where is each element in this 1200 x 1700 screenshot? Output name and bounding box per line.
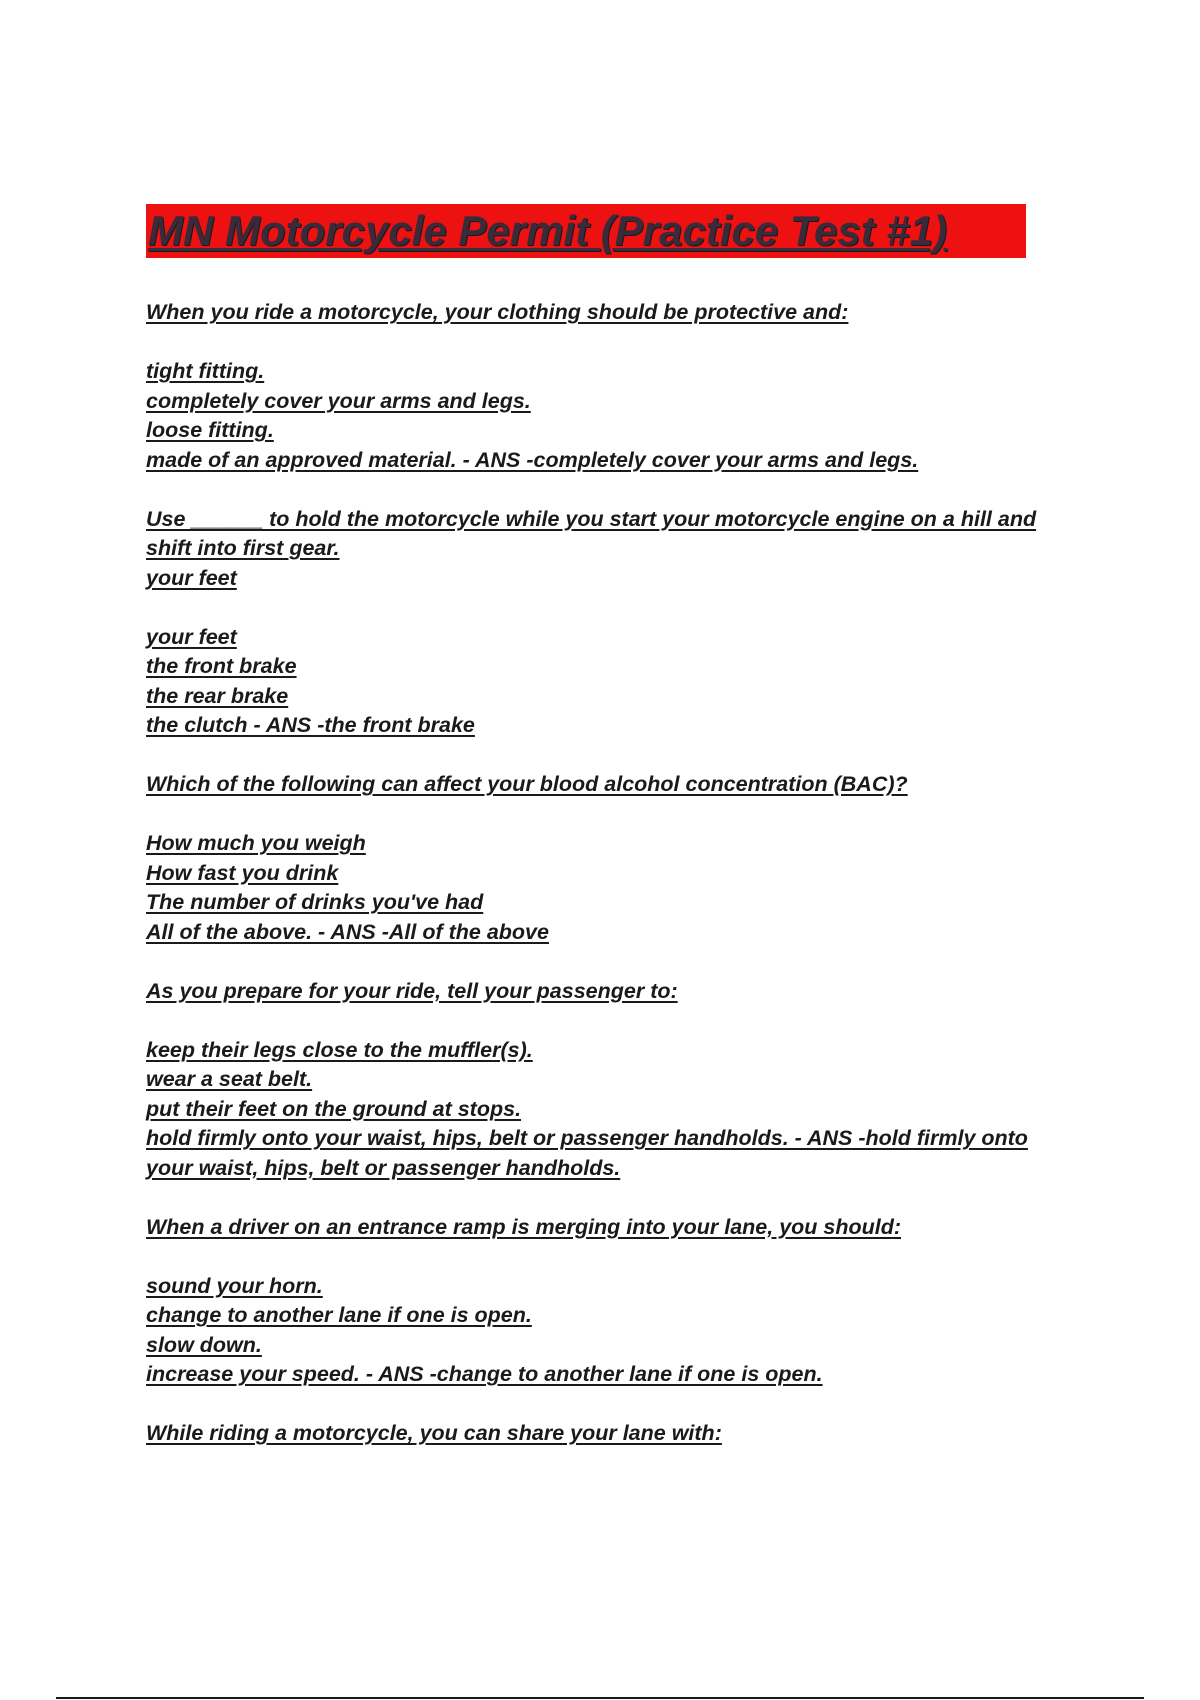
answer-option-text: hold firmly onto your waist, hips, belt or passenger handholds. - ANS -hold firmly onto (146, 1126, 1028, 1150)
answer-option-text: your waist, hips, belt or passenger handholds. (146, 1155, 621, 1180)
answer-option-text: How fast you drink (146, 860, 339, 885)
title-highlight (146, 204, 1026, 258)
answer-option-text: sound your horn. (146, 1273, 323, 1298)
spacer (146, 1183, 1076, 1213)
spacer (146, 593, 1076, 623)
spacer (146, 1390, 1076, 1420)
answer-option (146, 1331, 1076, 1361)
spacer (146, 328, 1076, 358)
spacer (146, 1242, 1076, 1272)
answer-option (146, 1124, 1076, 1154)
question-prompt-line: While riding a motorcycle, you can share your lane with: (146, 1421, 722, 1445)
question-prompt-line: Use ______ to hold the motorcycle while you start your motorcycle engine on a hill and (146, 506, 1037, 531)
page-bottom-rule (56, 1697, 1144, 1699)
answer-option-text: slow down. (146, 1332, 262, 1357)
answer-option (146, 446, 1076, 476)
answer-option-text: How much you weigh (146, 831, 366, 855)
question-prompt (146, 1419, 1076, 1449)
answer-option (146, 888, 1076, 918)
answer-option-text: loose fitting. (146, 418, 274, 442)
answer-option (146, 1036, 1076, 1066)
spacer (146, 475, 1076, 505)
answer-option (146, 387, 1076, 417)
question-prompt-line: Which of the following can affect your blood alcohol concentration (BAC)? (146, 772, 908, 796)
answer-option-text: completely cover your arms and legs. (146, 388, 531, 413)
answer-option-text: put their feet on the ground at stops. (146, 1096, 522, 1121)
answer-option (146, 1095, 1076, 1125)
answer-option-text: All of the above. - ANS -All of the above (146, 919, 549, 944)
question-prompt-line: your feet (146, 565, 237, 590)
document-title: MN Motorcycle Permit (Practice Test #1) (148, 207, 948, 254)
answer-option-text: your feet (146, 624, 237, 649)
answer-option (146, 829, 1076, 859)
question-prompt (146, 564, 1076, 594)
answer-option-text: keep their legs close to the muffler(s). (146, 1037, 533, 1062)
answer-option-text: change to another lane if one is open. (146, 1303, 532, 1327)
question-prompt (146, 534, 1076, 564)
answer-option (146, 1065, 1076, 1095)
answer-option (146, 623, 1076, 653)
answer-option (146, 357, 1076, 387)
answer-option-text: wear a seat belt. (146, 1067, 313, 1091)
answer-option (146, 1154, 1076, 1184)
answer-option (146, 1360, 1076, 1390)
answer-option-text: the rear brake (146, 683, 289, 708)
answer-option-text: tight fitting. (146, 359, 265, 383)
question-prompt (146, 505, 1076, 535)
question-prompt (146, 977, 1076, 1007)
question-prompt-line: As you prepare for your ride, tell your passenger to: (146, 978, 678, 1003)
question-prompt-line: When you ride a motorcycle, your clothing should be protective and: (146, 300, 849, 324)
spacer (146, 1006, 1076, 1036)
question-prompt (146, 298, 1076, 328)
answer-option (146, 859, 1076, 889)
answer-option (146, 1301, 1076, 1331)
spacer (146, 947, 1076, 977)
answer-option (146, 416, 1076, 446)
spacer (146, 741, 1076, 771)
answer-option (146, 1272, 1076, 1302)
question-list (146, 298, 1076, 1449)
question-prompt (146, 1213, 1076, 1243)
answer-option-text: The number of drinks you've had (146, 890, 484, 914)
question-prompt-line: When a driver on an entrance ramp is merging into your lane, you should: (146, 1214, 902, 1239)
question-prompt-line: shift into first gear. (146, 536, 340, 560)
answer-option-text: the clutch - ANS -the front brake (146, 713, 475, 737)
answer-option (146, 652, 1076, 682)
answer-option-text: increase your speed. - ANS -change to another lane if one is open. (146, 1362, 823, 1386)
question-prompt (146, 770, 1076, 800)
answer-option-text: the front brake (146, 654, 297, 678)
answer-option-text: made of an approved material. - ANS -completely cover your arms and legs. (146, 447, 919, 472)
spacer (146, 800, 1076, 830)
answer-option (146, 918, 1076, 948)
answer-option (146, 682, 1076, 712)
answer-option (146, 711, 1076, 741)
